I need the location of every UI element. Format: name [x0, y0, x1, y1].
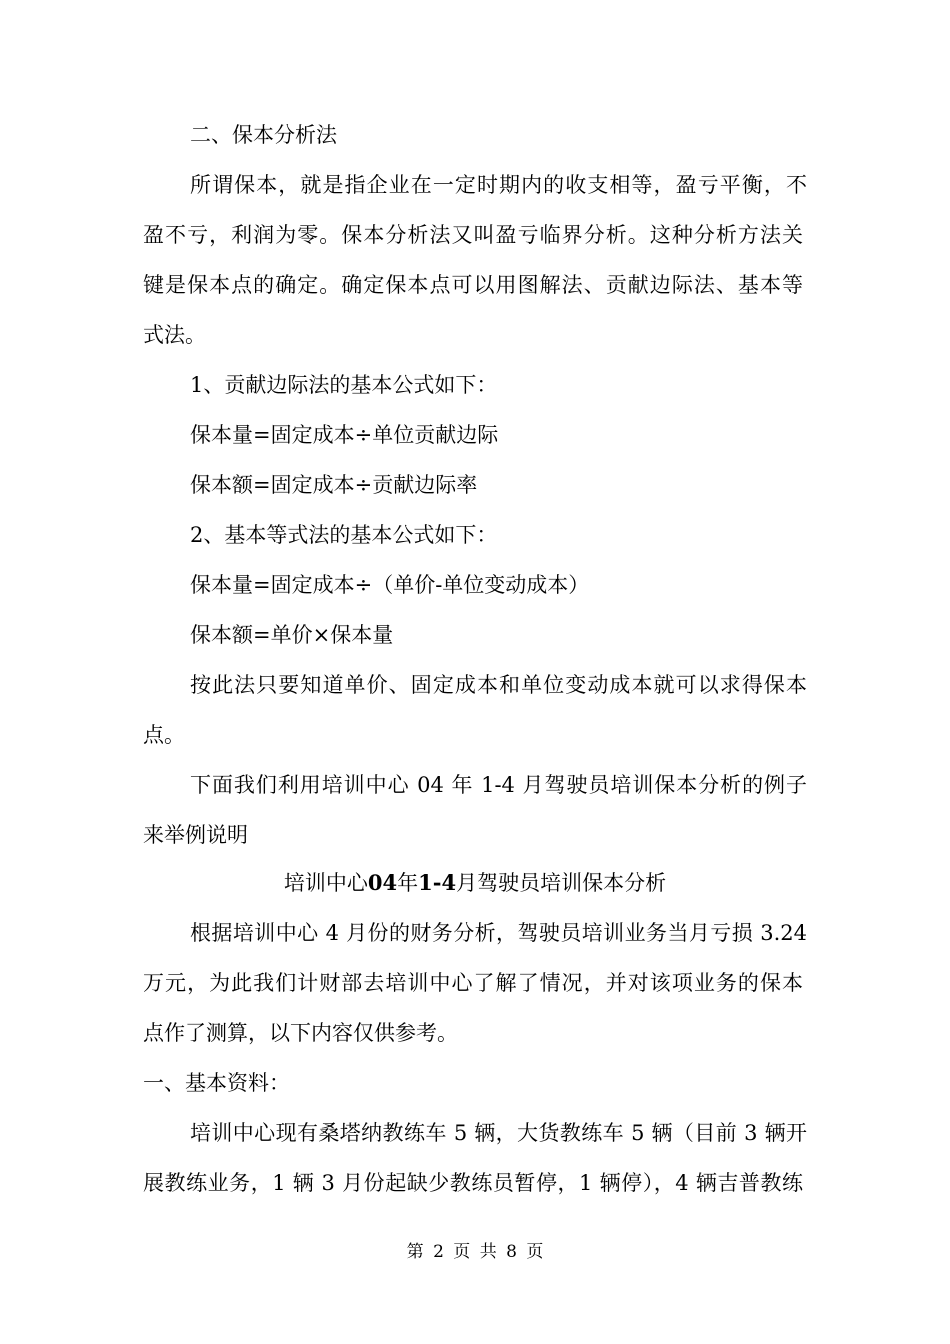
paragraph-line: 根据培训中心 4 月份的财务分析，驾驶员培训业务当月亏损 3.24	[190, 921, 807, 945]
title-text: 月驾驶员培训保本分析	[456, 871, 667, 895]
title-number: 04	[367, 870, 398, 895]
method1-heading: 1、贡献边际法的基本公式如下：	[190, 373, 498, 397]
page-footer: 第 2 页 共 8 页	[406, 1242, 544, 1262]
method2-heading: 2、基本等式法的基本公式如下：	[190, 523, 498, 547]
paragraph-line: 按此法只要知道单价、固定成本和单位变动成本就可以求得保本	[190, 673, 807, 697]
paragraph-line: 来举例说明	[143, 823, 248, 847]
basic-heading: 一、基本资料：	[143, 1071, 290, 1095]
formula-line: 保本量=固定成本÷单位贡献边际	[190, 423, 499, 447]
section-heading: 二、保本分析法	[190, 123, 337, 147]
paragraph-line: 万元，为此我们计财部去培训中心了解了情况，并对该项业务的保本	[143, 971, 803, 995]
paragraph-line: 所谓保本，就是指企业在一定时期内的收支相等，盈亏平衡，不	[190, 173, 807, 197]
title-number: 1-4	[418, 870, 457, 895]
formula-line: 保本量=固定成本÷（单价-单位变动成本）	[190, 573, 590, 597]
title-text: 年	[397, 871, 419, 895]
paragraph-line: 键是保本点的确定。确定保本点可以用图解法、贡献边际法、基本等	[143, 273, 803, 297]
formula-line: 保本额=单价×保本量	[190, 623, 394, 647]
paragraph-line: 盈不亏，利润为零。保本分析法又叫盈亏临界分析。这种分析方法关	[143, 223, 803, 247]
paragraph-line: 培训中心现有桑塔纳教练车 5 辆，大货教练车 5 辆（目前 3 辆开	[190, 1121, 807, 1145]
example-title	[0, 869, 950, 897]
paragraph-line: 点。	[143, 723, 185, 747]
paragraph-line: 下面我们利用培训中心 04 年 1-4 月驾驶员培训保本分析的例子	[190, 773, 807, 797]
paragraph-line: 式法。	[143, 323, 206, 347]
paragraph-line: 点作了测算，以下内容仅供参考。	[143, 1021, 458, 1045]
formula-line: 保本额=固定成本÷贡献边际率	[190, 473, 478, 497]
paragraph-line: 展教练业务，1 辆 3 月份起缺少教练员暂停，1 辆停），4 辆吉普教练	[143, 1171, 803, 1195]
title-text: 培训中心	[283, 871, 368, 895]
